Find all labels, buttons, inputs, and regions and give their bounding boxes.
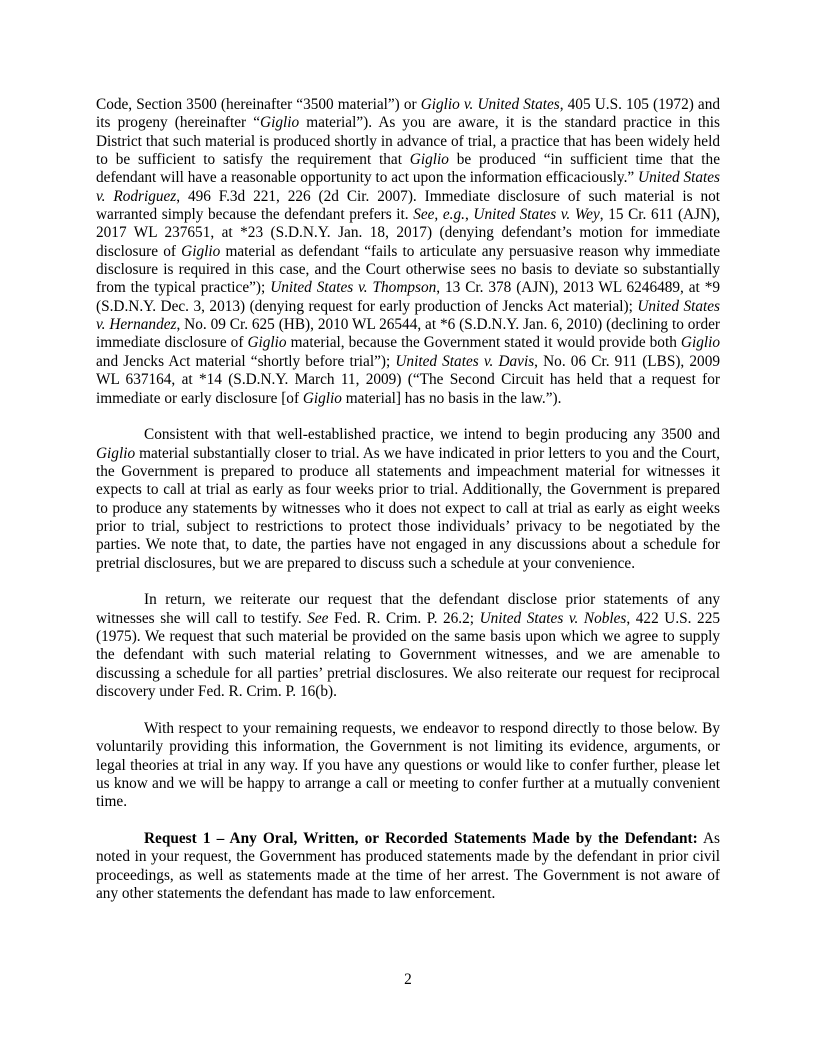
bold-heading-run: Request 1 – Any Oral, Written, or Recorded Statements Made by the Defendant: bbox=[144, 829, 698, 847]
paragraph-production-schedule bbox=[96, 426, 720, 573]
text-run: In return, we reiterate our request that the defendant disclose prior statements of any witnesses she will call to testify. bbox=[96, 591, 720, 627]
italic-text-run: Giglio bbox=[409, 151, 449, 169]
paragraph-remaining-requests bbox=[96, 720, 720, 812]
text-run: be produced “in sufficient time that the defendant will have a reasonable opportunity to act upon the information efficaciously.” bbox=[96, 151, 720, 187]
text-run: , 13 Cr. 378 (AJN), 2013 WL 6246489, at *9 (S.D.N.Y. Dec. 3, 2013) (denying request for early production of Jencks Act material); bbox=[96, 279, 720, 315]
paragraph-gap bbox=[96, 573, 720, 591]
paragraph-giglio-practice bbox=[96, 96, 720, 408]
italic-text-run: United States v. Nobles bbox=[479, 609, 627, 627]
paragraph-gap bbox=[96, 408, 720, 426]
text-run: , 405 U.S. 105 (1972) and its progeny (hereinafter “ bbox=[96, 96, 720, 132]
italic-text-run: United States v. Thompson bbox=[270, 279, 437, 297]
text-run: material”). As you are aware, it is the standard practice in this District that such material is produced shortly in advance of trial, a practice that has been widely held to be sufficient to satisfy the requirement that bbox=[96, 114, 720, 169]
italic-text-run: Giglio bbox=[260, 114, 300, 132]
text-run: Fed. R. Crim. P. 26.2; bbox=[328, 609, 480, 627]
text-run: and Jencks Act material “shortly before trial”); bbox=[96, 352, 396, 370]
italic-text-run: Giglio bbox=[302, 389, 342, 407]
text-run: material] has no basis in the law.”). bbox=[341, 389, 562, 407]
paragraph-reciprocal-request bbox=[96, 591, 720, 701]
text-run: , No. 06 Cr. 911 (LBS), 2009 WL 637164, at *14 (S.D.N.Y. March 11, 2009) (“The Second Circuit has held that a request for immediate or early disclosure [of bbox=[96, 352, 720, 407]
document-page bbox=[96, 96, 720, 903]
paragraph-request-1 bbox=[96, 830, 720, 903]
italic-text-run: Giglio bbox=[247, 334, 287, 352]
text-run: , 496 F.3d 221, 226 (2d Cir. 2007). Immediate disclosure of such material is not warranted simply because the defendant prefers it. bbox=[96, 187, 720, 224]
text-run: As noted in your request, the Government has produced statements made by the defendant in prior civil proceedings, as well as statements made at the time of her arrest. The Government is not aware of any other statements the defendant has made to law enforcement. bbox=[96, 829, 720, 902]
text-run: material, because the Government stated it would provide both bbox=[286, 334, 681, 352]
italic-text-run: Giglio bbox=[680, 334, 720, 352]
italic-text-run: United States v. Wey bbox=[473, 206, 600, 224]
italic-text-run: Giglio bbox=[181, 242, 221, 260]
italic-text-run: United States v. Hernandez bbox=[96, 297, 721, 334]
text-run: Code, Section 3500 (hereinafter “3500 material”) or bbox=[96, 96, 421, 113]
text-run: , 15 Cr. 611 (AJN), 2017 WL 237651, at *23 (S.D.N.Y. Jan. 18, 2017) (denying defendant’s motion for immediate disclosure of bbox=[96, 206, 721, 260]
text-run: , 422 U.S. 225 (1975). We request that such material be provided on the same basis upon which we agree to supply the defendant with such material relating to Government witnesses, and we are amenable to discussing a schedule for all parties’ pretrial disclosures. We also reiterate our request for reciprocal discovery under Fed. R. Crim. P. 16(b). bbox=[96, 609, 720, 701]
italic-text-run: See, e.g. bbox=[413, 206, 465, 224]
italic-text-run: Giglio bbox=[96, 444, 136, 462]
italic-text-run: See bbox=[307, 609, 329, 627]
paragraph-gap bbox=[96, 701, 720, 719]
text-run: , No. 09 Cr. 625 (HB), 2010 WL 26544, at *6 (S.D.N.Y. Jan. 6, 2010) (declining to order immediate disclosure of bbox=[96, 316, 720, 352]
italic-text-run: United States v. Rodriguez bbox=[96, 169, 721, 205]
italic-text-run: United States v. Davis bbox=[395, 352, 535, 370]
paragraph-gap bbox=[96, 812, 720, 830]
page-number: 2 bbox=[404, 971, 412, 988]
text-run: material substantially closer to trial. As we have indicated in prior letters to you and the Court, the Government is prepared to produce all statements and impeachment material for witnesses it expects to call at trial as early as four weeks prior to trial. Additionally, the Government is prepared to produce any statements by witnesses who it does not expect to call at trial as early as eight weeks prior to trial, subject to restrictions to protect those individuals’ privacy to be negotiated by the parties. We note that, to date, the parties have not engaged in any discussions about a schedule for pretrial disclosures, but we are prepared to discuss such a schedule at your convenience. bbox=[96, 444, 720, 572]
text-run: , bbox=[464, 206, 474, 224]
italic-text-run: Giglio v. United States bbox=[420, 96, 560, 113]
text-run: With respect to your remaining requests, we endeavor to respond directly to those below. By voluntarily providing this information, the Government is not limiting its evidence, arguments, or legal theories at trial in any way. If you have any questions or would like to confer further, please let us know and we will be happy to arrange a call or meeting to confer further at a mutually convenient time. bbox=[96, 719, 720, 811]
text-run: material as defendant “fails to articulate any persuasive reason why immediate disclosure is required in this case, and the Court otherwise sees no basis to deviate so substantially from the typical practice”); bbox=[96, 242, 720, 297]
text-run: Consistent with that well-established practice, we intend to begin producing any 3500 and bbox=[144, 426, 720, 444]
